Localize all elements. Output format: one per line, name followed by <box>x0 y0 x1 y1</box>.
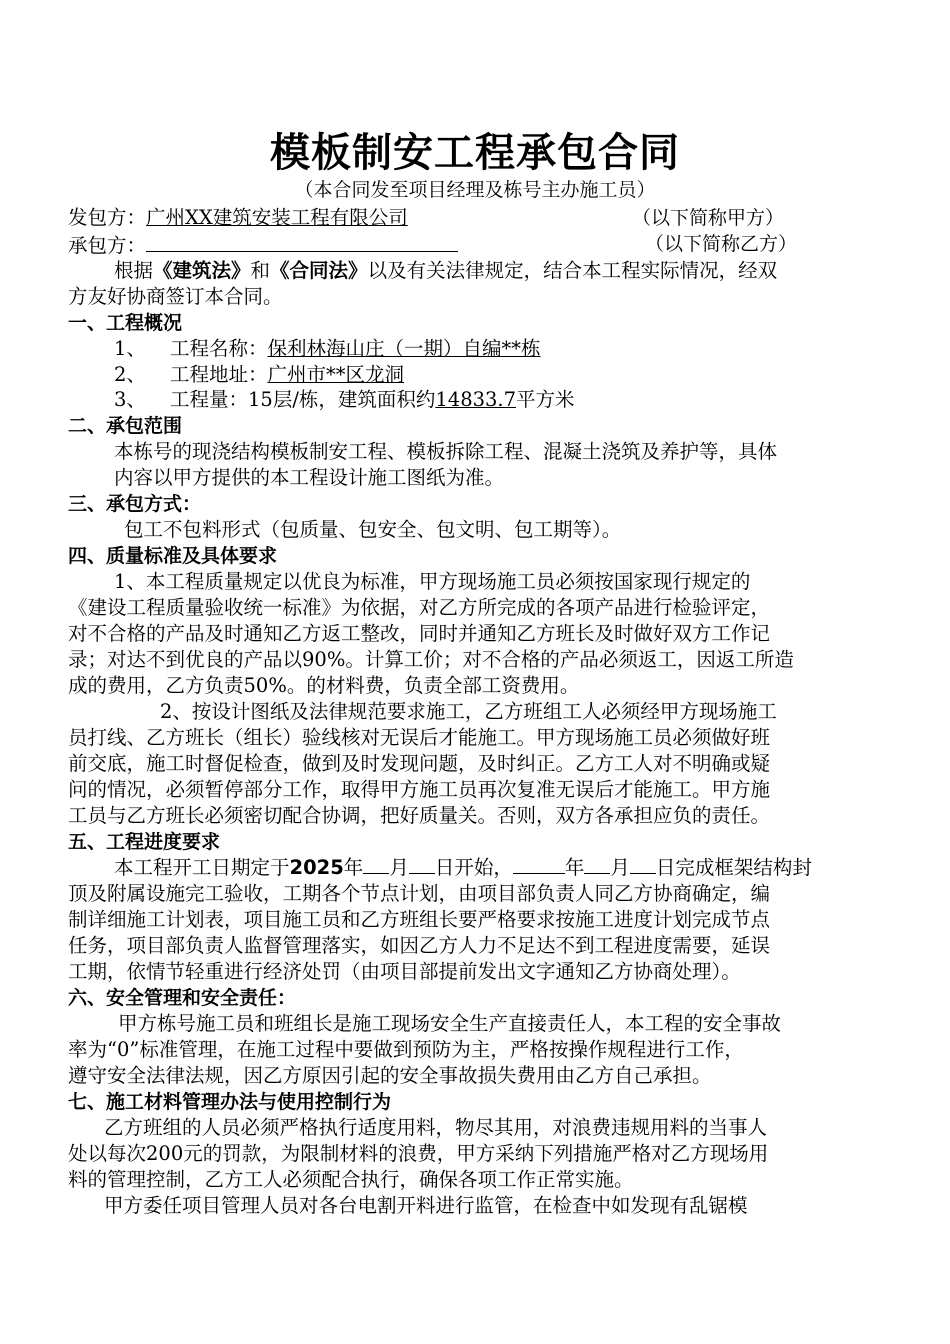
project-name-item <box>114 336 934 362</box>
section-2-heading: 二、承包范围 <box>68 415 183 437</box>
project-address-value: 广州市**区龙洞 <box>267 363 405 386</box>
section-2-line-2: 内容以甲方提供的本工程设计施工图纸为准。 <box>114 466 505 489</box>
intro-text-3: 以及有关法律规定，结合本工程实际情况，经双 <box>367 259 778 282</box>
section-5-line-1 <box>114 855 934 881</box>
section-7-line-4: 甲方委任项目管理人员对各台电割开料进行监管，在检查中如发现有乱锯模 <box>104 1194 748 1217</box>
section-5-line-2: 顶及附属设施完工验收，工期各个节点计划，由项目部负责人同乙方协商确定，编 <box>68 882 771 905</box>
section-7-line-1: 乙方班组的人员必须严格执行适度用料，物尽其用，对浪费违规用料的当事人 <box>104 1116 768 1139</box>
contract-law-name: 《合同法》 <box>270 259 368 282</box>
project-name-value: 保利林海山庄（一期）自编**栋 <box>267 337 541 360</box>
year-char: 年 <box>343 856 364 879</box>
party-a-value: 广州XX建筑安装工程有限公司 <box>146 206 408 229</box>
end-month-blank <box>584 855 610 874</box>
start-month-blank <box>363 855 389 874</box>
section-2-line-1: 本栋号的现浇结构模板制安工程、模板拆除工程、混凝土浇筑及养护等，具体 <box>114 440 778 463</box>
section-1-heading: 一、工程概况 <box>68 312 183 334</box>
section-4-p1-line-1: 1、本工程质量规定以优良为标准，甲方现场施工员必须按国家现行规定的 <box>114 570 751 593</box>
intro-text-1: 根据 <box>114 259 154 282</box>
section-4-p2-line-5: 工员与乙方班长必须密切配合协调，把好质量关。否则，双方各承担应负的责任。 <box>68 804 771 827</box>
start-day-text: 日开始， <box>434 856 513 879</box>
start-day-blank <box>409 855 435 874</box>
section-4-p2-line-2: 员打线、乙方班长（组长）验线核对无误后才能施工。甲方现场施工员必须做好班 <box>68 726 771 749</box>
section-5-line-4: 任务，项目部负责人监督管理落实，如因乙方人力不足达不到工程进度需要，延误 <box>68 934 771 957</box>
building-area-value: 14833.7 <box>435 388 517 411</box>
project-quantity-item <box>114 387 934 413</box>
section-4-p1-line-3: 对不合格的产品及时通知乙方返工整改，同时并通知乙方班长及时做好双方工作记 <box>68 622 771 645</box>
party-a-label: 发包方： <box>68 206 147 229</box>
section-5-line-3: 制详细施工计划表，项目施工员和乙方班组长要严格要求按施工进度计划完成节点 <box>68 908 771 931</box>
section-6-line-1: 甲方栋号施工员和班组长是施工现场安全生产直接责任人，本工程的安全事故 <box>118 1012 782 1035</box>
item-label: 工程量：15层/栋，建筑面积约 <box>170 388 436 411</box>
section-5-line-5: 工期，依情节轻重进行经济处罚（由项目部提前发出文字通知乙方协商处理）。 <box>68 960 741 983</box>
party-b-label: 承包方： <box>68 234 147 257</box>
item-label: 工程名称： <box>170 337 268 360</box>
construction-law-name: 《建筑法》 <box>153 259 251 282</box>
section-7-line-3: 料的管理控制，乙方工人必须配合执行，确保各项工作正常实施。 <box>68 1168 634 1191</box>
section-4-heading: 四、质量标准及具体要求 <box>68 545 278 567</box>
section-4-p1-line-5: 成的费用，乙方负责50%。的材料费，负责全部工资费用。 <box>68 674 580 697</box>
section-4-p2-line-3: 前交底，施工时督促检查，做到及时发现问题，及时纠正。乙方工人对不明确或疑 <box>68 752 771 775</box>
end-day-blank <box>630 855 656 874</box>
party-b-note: （以下简称乙方） <box>645 233 798 255</box>
section-6-line-2: 率为“0”标准管理，在施工过程中要做到预防为主，严格按操作规程进行工作， <box>68 1038 744 1061</box>
intro-line-2: 方友好协商签订本合同。 <box>68 285 283 308</box>
item-number: 2、 <box>114 363 146 386</box>
project-address-item <box>114 362 934 388</box>
intro-line-1 <box>114 258 934 284</box>
section-3-line-1: 包工不包料形式（包质量、包安全、包文明、包工期等）。 <box>124 518 622 541</box>
document-title: 模板制安工程承包合同 <box>270 130 680 176</box>
section-4-p1-line-2: 《建设工程质量验收统一标准》为依据，对乙方所完成的各项产品进行检验评定， <box>68 596 771 619</box>
end-year-blank <box>513 855 565 874</box>
month-char: 月 <box>610 856 630 879</box>
section-4-p2-line-4: 问的情况，必须暂停部分工作，取得甲方施工员再次复准无误后才能施工。甲方施 <box>68 778 771 801</box>
item-number: 1、 <box>114 337 146 360</box>
section-6-line-3: 遵守安全法律法规，因乙方原因引起的安全事故损失费用由乙方自己承担。 <box>68 1064 712 1087</box>
section-7-line-2: 处以每次200元的罚款，为限制材料的浪费，甲方采纳下列措施严格对乙方现场用 <box>68 1142 769 1165</box>
item-number: 3、 <box>114 388 146 411</box>
section-6-heading: 六、安全管理和安全责任： <box>68 987 297 1009</box>
section-4-p1-line-4: 录；对达不到优良的产品以90%。计算工价；对不合格的产品必须返工，因返工所造 <box>68 648 794 671</box>
section-4-p2-line-1: 2、按设计图纸及法律规范要求施工，乙方班组工人必须经甲方现场施工 <box>160 700 777 723</box>
party-a-note: （以下简称甲方） <box>632 207 785 229</box>
document-subtitle: （本合同发至项目经理及栋号主办施工员） <box>294 179 656 201</box>
month-char: 月 <box>389 856 409 879</box>
section-3-heading: 三、承包方式： <box>68 493 202 515</box>
intro-text-2: 和 <box>250 259 271 282</box>
start-year: 2025 <box>289 856 344 879</box>
section-7-heading: 七、施工材料管理办法与使用控制行为 <box>68 1091 392 1113</box>
party-b-blank <box>146 231 458 252</box>
start-date-text: 本工程开工日期定于 <box>114 856 290 879</box>
area-unit: 平方米 <box>516 388 575 411</box>
end-day-text: 日完成框架结构封 <box>655 856 812 879</box>
year-char: 年 <box>564 856 585 879</box>
item-label: 工程地址： <box>170 363 268 386</box>
section-5-heading: 五、工程进度要求 <box>68 831 221 853</box>
